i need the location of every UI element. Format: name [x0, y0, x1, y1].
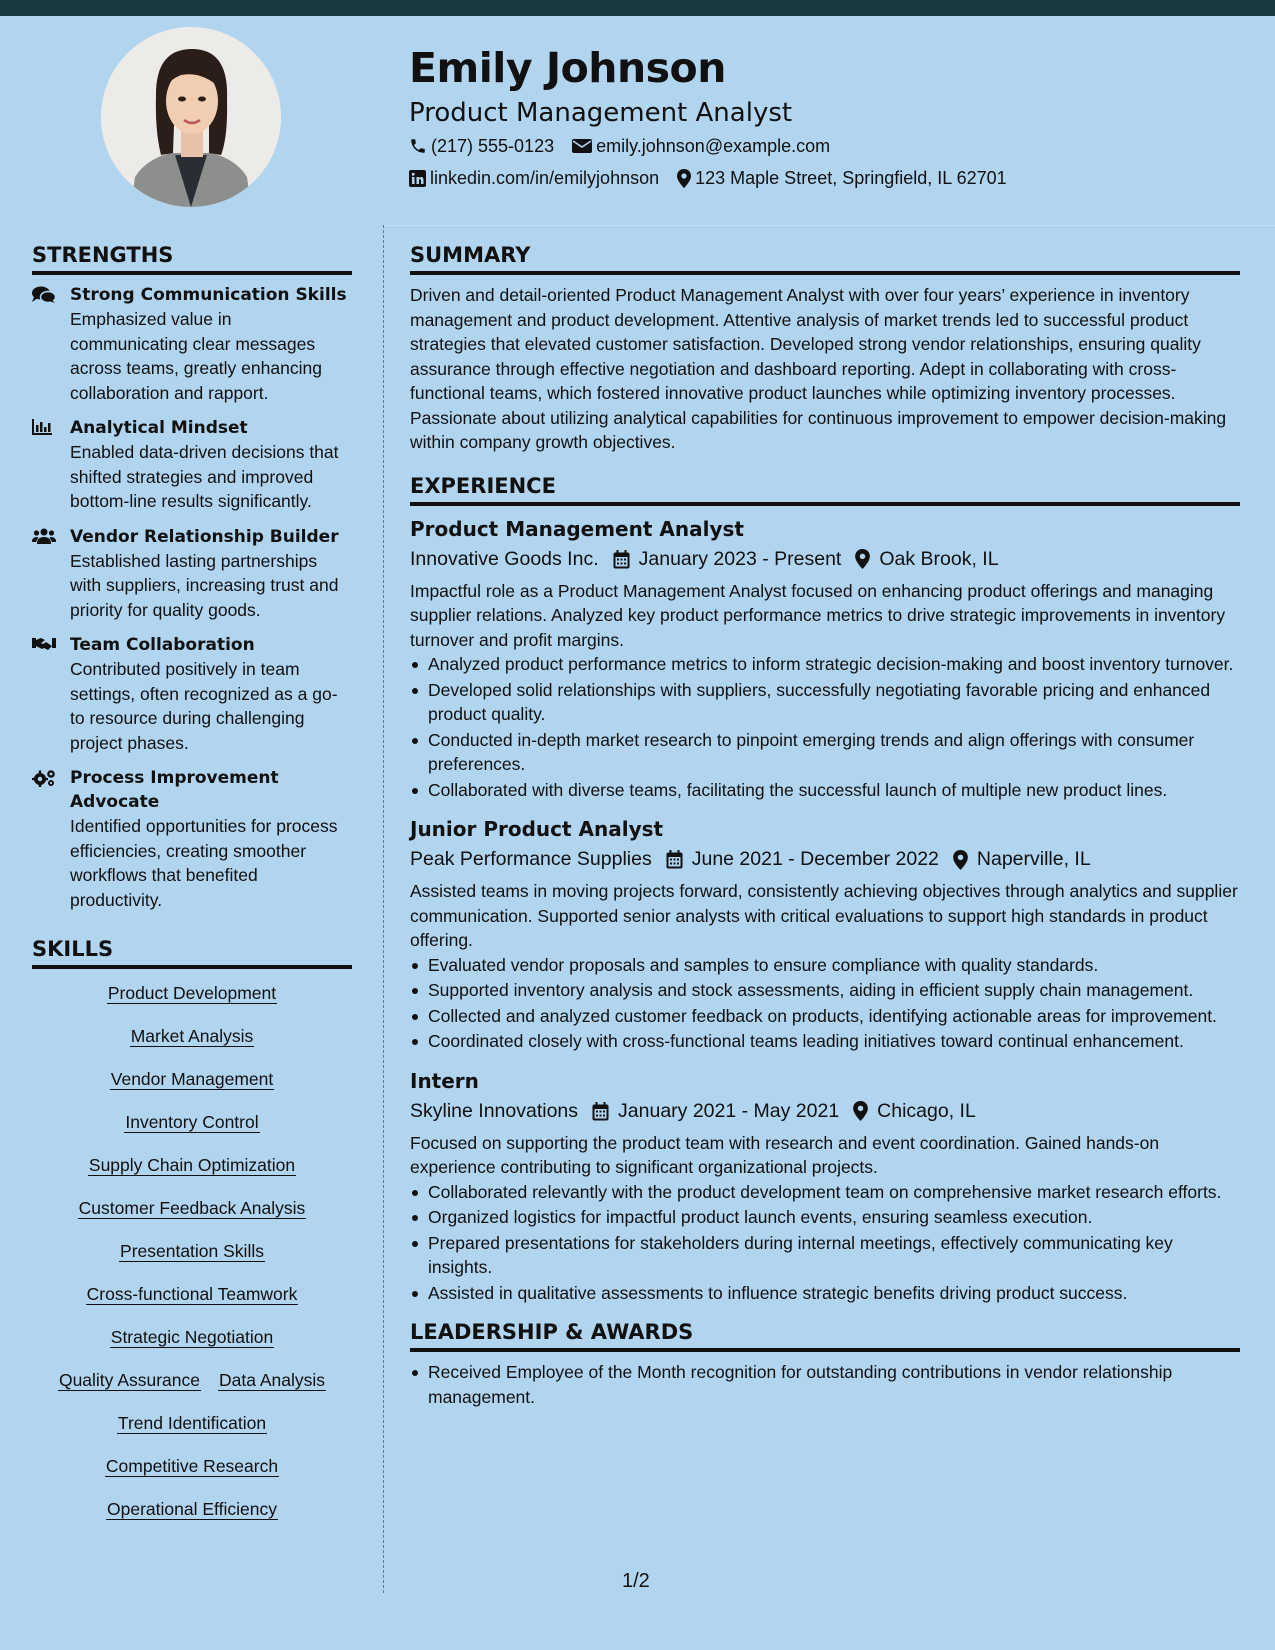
experience-heading: EXPERIENCE: [410, 471, 1240, 506]
strength-desc: Enabled data-driven decisions that shifted strategies and improved bottom-line results significantly.: [70, 442, 339, 511]
bullet-item: Organized logistics for impactful product launch events, ensuring seamless execution.: [410, 1205, 1240, 1230]
candidate-name: Emily Johnson: [409, 44, 726, 92]
bullet-item: Prepared presentations for stakeholders during internal meetings, effectively communicating key insights.: [410, 1231, 1240, 1280]
job-title: Intern: [410, 1068, 479, 1093]
strength-item: [32, 283, 352, 405]
job-meta: [410, 1096, 1240, 1127]
skill-row: [32, 1325, 352, 1350]
bullet-item: Conducted in-depth market research to pinpoint emerging trends and align offerings with consumer preferences.: [410, 728, 1240, 777]
leadership-heading: LEADERSHIP & AWARDS: [410, 1317, 1240, 1352]
skill-row: [32, 1454, 352, 1479]
strength-item: [32, 633, 352, 755]
phone-contact[interactable]: [409, 130, 554, 162]
skill-tag: Presentation Skills: [120, 1241, 264, 1261]
summary-text: Driven and detail-oriented Product Management Analyst with over four years’ experience in inventory management and product development. Attentive analysis of market trends led to successful product strategies that elevated customer satisfaction. Developed strong vendor relationships, ensuring quality assurance through effective negotiation and dashboard reporting. Adept in collaborating with cross-functional teams, which fostered innovative product launches while optimizing inventory processes. Passionate about utilizing analytical capabilities for continuous improvement to empower decision-making within company growth objectives.: [410, 285, 1227, 452]
job-title: Junior Product Analyst: [410, 817, 664, 841]
bullet-item: Developed solid relationships with suppliers, successfully negotiating favorable pricing and enhanced product quality.: [410, 678, 1240, 727]
bullet-item: Supported inventory analysis and stock assessments, aiding in efficient supply chain management.: [410, 978, 1240, 1003]
job-dates: January 2023 - Present: [638, 547, 842, 570]
calendar-icon: [613, 550, 630, 569]
job-location: Chicago, IL: [877, 1099, 976, 1122]
strength-desc: Identified opportunities for process efficiencies, creating smoother workflows that benefited productivity.: [70, 816, 338, 910]
leadership-bullets: [410, 1360, 1240, 1409]
job-bullets: [410, 652, 1240, 802]
skill-row: [32, 1110, 352, 1135]
job-location-wrap: [855, 544, 998, 575]
job-meta: [410, 844, 1240, 875]
strength-desc: Established lasting partnerships with suppliers, increasing trust and priority for quality goods.: [70, 550, 339, 620]
skill-tag: Vendor Management: [110, 1069, 274, 1089]
job-dates: January 2021 - May 2021: [618, 1099, 840, 1122]
skill-tag: Competitive Research: [105, 1456, 279, 1476]
right-column: [410, 240, 1240, 1410]
skill-row: [32, 1024, 352, 1049]
bullet-item: Collected and analyzed customer feedback on products, identifying actionable areas for improvement.: [410, 1004, 1240, 1029]
strength-item: [32, 766, 352, 912]
skill-tag: Data Analysis: [219, 1370, 326, 1390]
job-company: Innovative Goods Inc.: [410, 547, 599, 570]
job-location-wrap: [853, 1096, 976, 1127]
map-pin-icon: [853, 1101, 868, 1121]
bullet-item: Analyzed product performance metrics to inform strategic decision-making and boost inventory turnover.: [410, 652, 1240, 677]
map-pin-icon: [953, 850, 968, 870]
skill-row: [32, 981, 352, 1006]
job-description: Focused on supporting the product team with research and event coordination. Gained hands-on experience contributing to significant organizational projects.: [410, 1132, 1160, 1177]
linkedin-icon: [409, 170, 426, 187]
linkedin-text: linkedin.com/in/emilyjohnson: [430, 168, 660, 188]
job-meta: [410, 544, 1240, 575]
strength-title: Strong Communication Skills: [70, 285, 347, 305]
users-icon: [32, 528, 56, 544]
handshake-icon: [32, 636, 56, 652]
contact-row-2: [409, 162, 1229, 194]
job-description: Impactful role as a Product Management Analyst focused on enhancing product offerings and managing supplier relations. Analyzed key product performance metrics to drive strategic improvements in inventory turnover and profit margins.: [410, 580, 1226, 650]
strength-title: Process Improvement Advocate: [70, 768, 279, 812]
skill-tag: Customer Feedback Analysis: [78, 1198, 306, 1218]
job-location: Naperville, IL: [976, 848, 1091, 870]
calendar-icon: [592, 1102, 609, 1121]
envelope-icon: [572, 138, 592, 154]
job-location: Oak Brook, IL: [879, 547, 999, 570]
job-bullets: [410, 953, 1240, 1054]
email-contact[interactable]: [572, 130, 830, 162]
skill-row: [32, 1411, 352, 1436]
job-entry: [410, 514, 1240, 803]
skills-heading: SKILLS: [32, 934, 352, 969]
skill-tag: Product Development: [107, 983, 277, 1003]
job-company: Skyline Innovations: [410, 1099, 579, 1122]
contact-row-1: [409, 130, 1229, 162]
comments-icon: [32, 286, 56, 304]
header-divider: [383, 225, 1275, 226]
bullet-item: Assisted in qualitative assessments to influence strategic benefits driving product success.: [410, 1281, 1240, 1306]
strength-item: [32, 416, 352, 514]
candidate-title: Product Management Analyst: [409, 98, 793, 128]
map-pin-icon: [677, 169, 691, 188]
strength-item: [32, 525, 352, 623]
strength-title: Vendor Relationship Builder: [70, 526, 339, 547]
strength-title: Team Collaboration: [70, 635, 255, 655]
skill-tag: Cross-functional Teamwork: [86, 1284, 298, 1304]
job-entry: [410, 814, 1240, 1054]
skill-tag: Market Analysis: [130, 1026, 254, 1046]
summary-heading: SUMMARY: [410, 240, 1240, 275]
strength-desc: Contributed positively in team settings, often recognized as a go-to resource during challenging project phases.: [70, 659, 338, 753]
skill-row: [32, 1153, 352, 1178]
strengths-heading: STRENGTHS: [32, 240, 352, 275]
job-dates-wrap: [666, 844, 939, 875]
address-text: 123 Maple Street, Springfield, IL 62701: [695, 168, 1007, 188]
page-number: 1/2: [622, 1570, 650, 1592]
skill-tag: Strategic Negotiation: [110, 1327, 274, 1347]
linkedin-contact[interactable]: [409, 162, 659, 194]
skill-tag: Quality Assurance: [58, 1370, 200, 1390]
skill-tag: Supply Chain Optimization: [88, 1155, 296, 1175]
left-column: [32, 240, 352, 1522]
calendar-icon: [666, 850, 683, 869]
phone-icon: [409, 137, 427, 155]
email-text: emily.johnson@example.com: [596, 136, 831, 156]
skill-row: [32, 1239, 352, 1264]
skill-row: [32, 1497, 352, 1522]
job-location-wrap: [953, 844, 1091, 875]
bullet-item: Coordinated closely with cross-functional teams leading initiatives toward continual enhancement.: [410, 1029, 1240, 1054]
skill-row: [32, 1282, 352, 1307]
job-company: Peak Performance Supplies: [410, 848, 652, 870]
skills-list: [32, 981, 352, 1522]
map-pin-icon: [855, 549, 870, 569]
strength-title: Analytical Mindset: [70, 418, 248, 438]
chart-bar-icon: [32, 419, 52, 435]
job-dates-wrap: [592, 1096, 839, 1127]
resume-header: [409, 40, 1229, 194]
job-description: Assisted teams in moving projects forward, consistently achieving objectives through analytics and supplier communication. Supported senior analysts with critical evaluations to support high standards in product offering.: [410, 881, 1238, 950]
bullet-item: Collaborated with diverse teams, facilitating the successful launch of multiple new product lines.: [410, 778, 1240, 803]
strength-desc: Emphasized value in communicating clear messages across teams, greatly enhancing collaboration and rapport.: [70, 309, 322, 403]
skill-row: [32, 1196, 352, 1221]
profile-photo: [101, 27, 281, 207]
job-bullets: [410, 1180, 1240, 1306]
job-entry: [410, 1066, 1240, 1306]
bullet-item: Evaluated vendor proposals and samples to ensure compliance with quality standards.: [410, 953, 1240, 978]
bullet-item: Received Employee of the Month recognition for outstanding contributions in vendor relationship management.: [410, 1360, 1240, 1409]
skill-row: [32, 1368, 352, 1393]
skill-tag: Inventory Control: [125, 1112, 259, 1132]
job-dates-wrap: [613, 544, 842, 575]
address-contact: [677, 162, 1007, 194]
phone-text: (217) 555-0123: [431, 136, 555, 156]
skill-row: [32, 1067, 352, 1092]
job-title: Product Management Analyst: [410, 516, 744, 541]
bullet-item: Collaborated relevantly with the product development team on comprehensive market research efforts.: [410, 1180, 1240, 1205]
skill-tag: Trend Identification: [117, 1413, 267, 1433]
job-dates: June 2021 - December 2022: [691, 848, 939, 870]
skill-tag: Operational Efficiency: [107, 1499, 277, 1519]
column-divider: [383, 225, 384, 1593]
gears-icon: [32, 769, 56, 787]
top-bar: [0, 0, 1275, 16]
